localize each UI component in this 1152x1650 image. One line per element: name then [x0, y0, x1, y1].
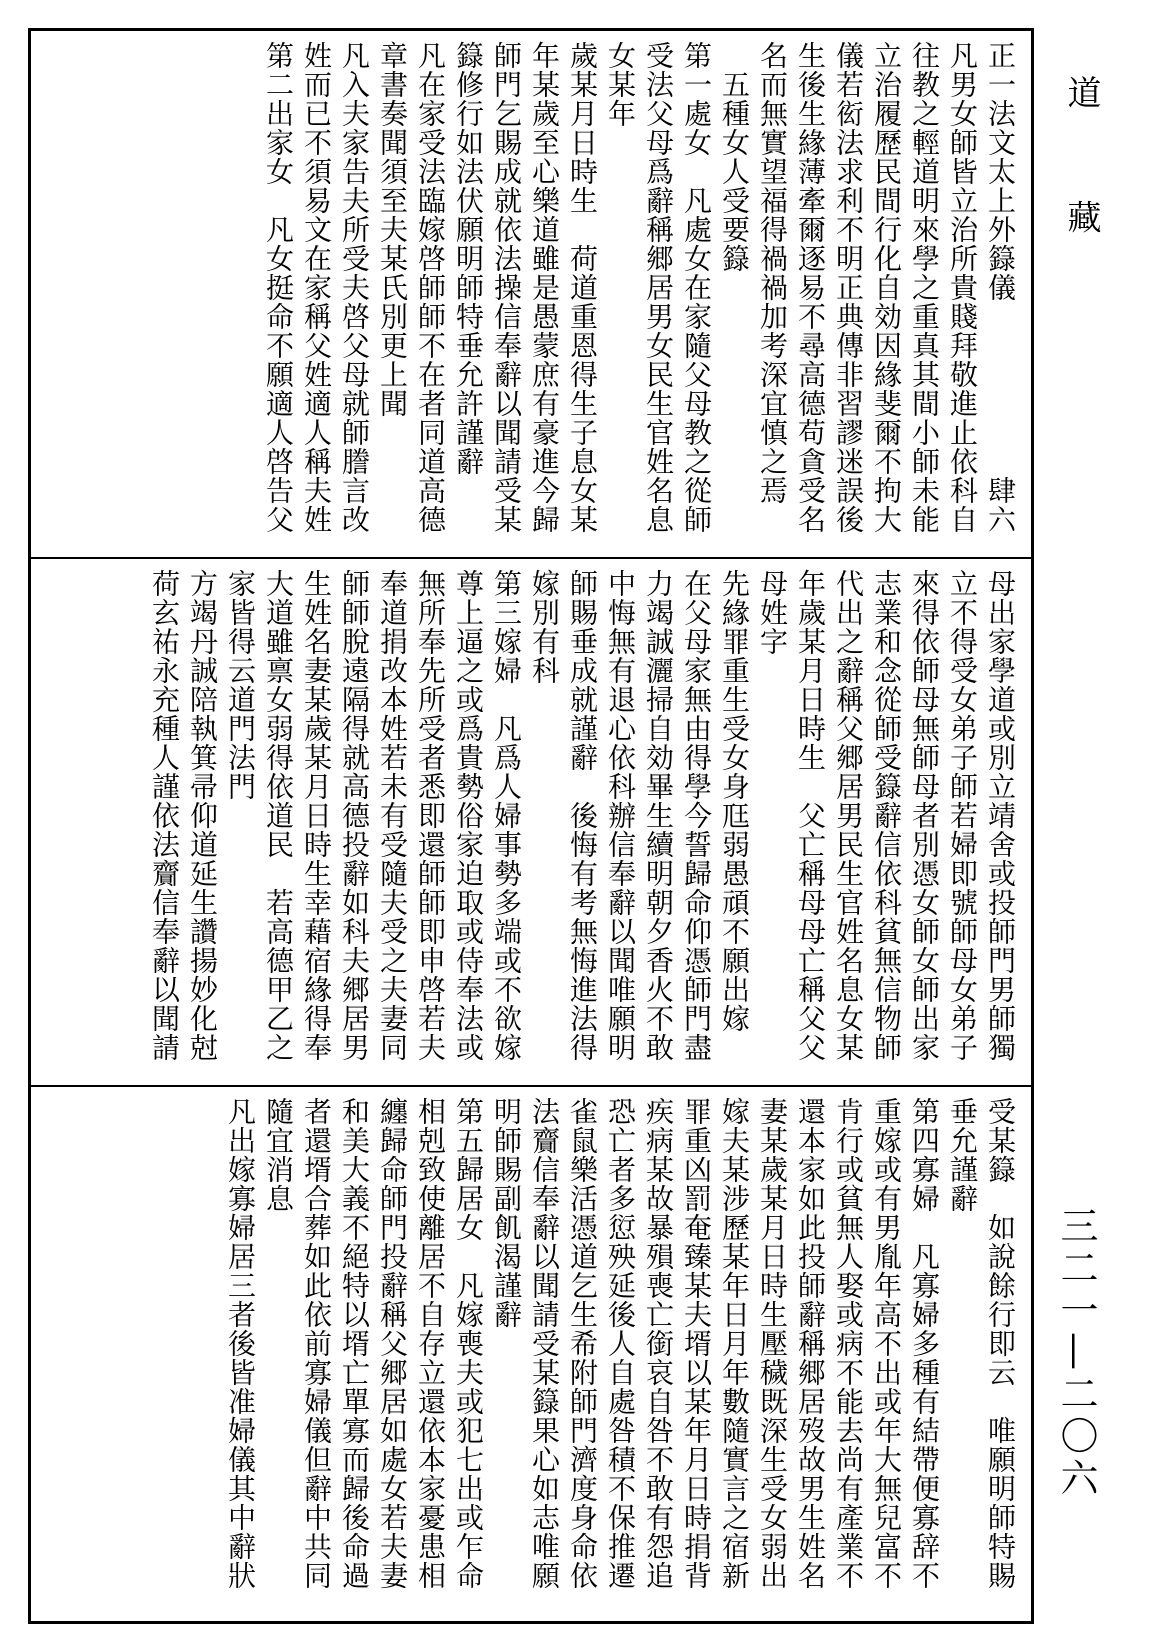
page-frame	[28, 28, 1034, 1624]
text-panel-middle	[31, 559, 1031, 1087]
text-panel-bottom	[31, 1087, 1031, 1621]
panel-text: 正一法文太上外籙儀 肆六 凡男女師皆立治所貴賤拜敬進止依科自 往教之輕道明來學之重真其間小師未能 立治履歷民間行化自効因緣斐爾不拘大 儀若衒法求利不明正典傳非習謬迷誤後 生後生緣薄牽爾逐易不尋高德苟貪受名 名而無實望福得禍禍加考深宜慎之焉 五種女人受要籙 第一處女 凡處女在家隨父母教之從師 受法父母爲辭稱郷居男女民生官姓名息女某年 歲某月日時生 荷道重恩得生子息女某 年某歲至心樂道雖是愚蒙庶有豪進今歸 師門乞賜成就依法操信奉辭以聞請受某 籙修行如法伏願明師特垂允許謹辭 凡在家受法臨嫁啓師師不在者同道高德 章書奏聞須至夫某氏別更上聞 凡入夫家告夫所受夫啓父母就師謄言改 姓而已不須易文在家稱父姓適人稱夫姓 第二出家女 凡女挺命不願適人啓告父	[262, 41, 1017, 534]
text-panel-top	[31, 31, 1031, 559]
panel-text: 受某籙 如說餘行即云 唯願明師特賜垂允謹辭 第四寡婦 凡寡婦多種有結帶便寡辞不 重嫁或有男胤年高不出或年大無兒富不 肯行或貧無人娶或病不能去尚有產業不 還本家如此投師辭稱郷居歿故男生姓名 妻某歲某月日時生壓穢既深生受女弱出 嫁夫某涉歷某年日月年數隨實言之宿新 罪重凶罰奄臻某夫壻以某年月日時捐背 疾病某故暴殞喪亡銜哀自咎不敢有怨追 恐亡者多愆殃延後人自處咎積不保推遷 雀鼠樂活憑道乞生希附師門濟度身命依 法齎信奉辭以聞請受某籙果心如志唯願 明師賜副飢渴謹辭 第五歸居女 凡嫁喪夫或犯七出或乍命 相剋致使離居不自存立還依本家憂患相 纏歸命師門投辭稱父郷居如處女若夫妻 和美大義不絕特以壻亡單寡而歸後命過 者還壻合葬如此依前寡婦儀但辭中共同 隨宜消息 凡出嫁寡婦居三者後皆准婦儀其中辭狀	[224, 1097, 1017, 1590]
panel-text: 母出家學道或別立靖舍或投師門男師獨 立不得受女弟子師若婦即號師母女弟子 來得依師母無師母者別憑女師女師出家 志業和念從師受籙辭信依科貧無信物師 代出之辭稱父郷居男民生官姓名息女某 年歲某月日時生 父亡稱母母亡稱父父母姓字 先緣罪重生受女身尫弱愚頑不願出嫁 在父母家無由得學今誓歸命仰憑師門盡 力竭誠灑掃自効畢生續明朝夕香火不敢 中悔無有退心依科辦信奉辭以聞唯願明 師賜垂成就謹辭 後悔有考無悔進法得嫁別有科 第三嫁婦 凡爲人婦事勢多端或不欲嫁 尊上逼之或爲貴勢俗家迫取或侍奉法或 無所奉先所受者悉即還師師即申啓若夫 奉道捐改本姓若未有受隨夫受之夫妻同 師師脫遠隔得就高德投辭如科夫郷居男 生姓名妻某歲某月日時生幸藉宿緣得奉 大道雖禀女弱得依道民 若高德甲乙之家皆得云道門法門 方竭丹誠陪執箕帚仰道延生讚揚妙化尅 荷玄祐永充種人謹依法齎信奉辭以聞請	[148, 569, 1017, 1062]
page-number: 三二一—二〇六	[1054, 1206, 1098, 1500]
collection-title: 道 藏	[1061, 75, 1101, 274]
